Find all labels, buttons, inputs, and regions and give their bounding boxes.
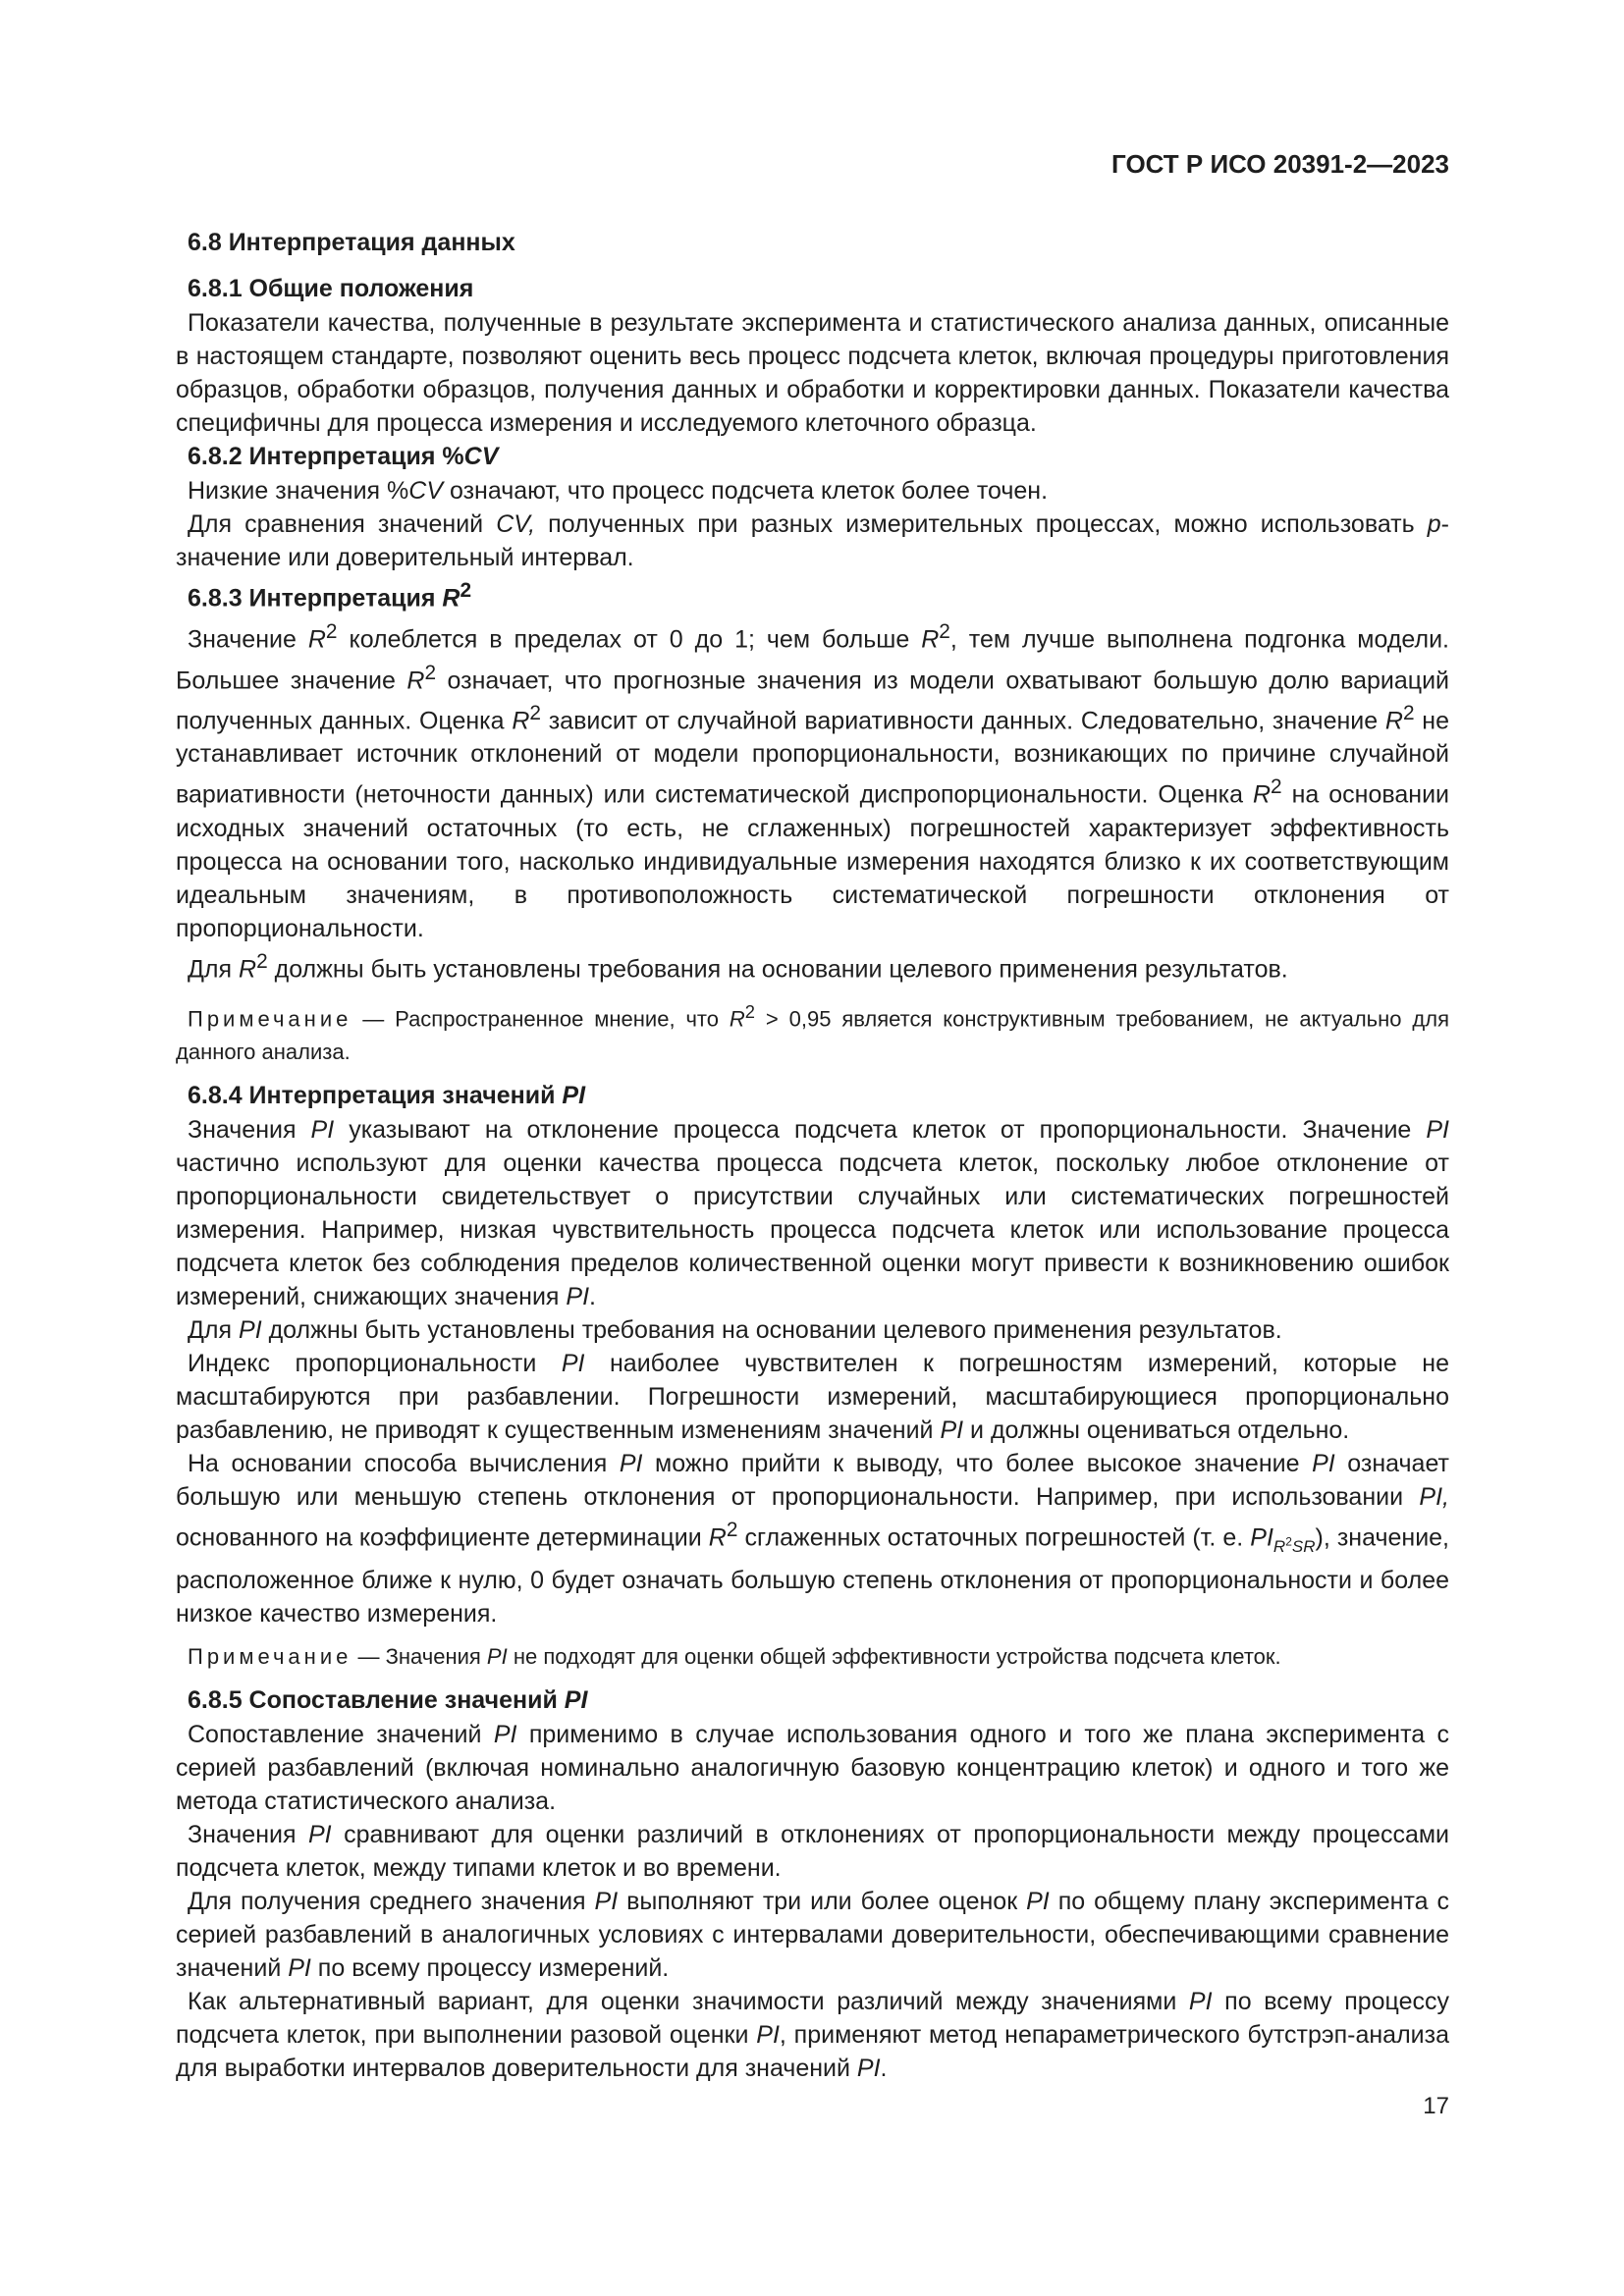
- paragraph-6-8-5-b: Значения PI сравнивают для оценки различий в отклонениях от пропорциональности между процессами подсчета клеток, между типами клеток и во времени.: [176, 1820, 1449, 1882]
- subsection-heading-6-8-4: 6.8.4 Интерпретация значений PI: [188, 1082, 586, 1110]
- paragraph-6-8-5-d: Как альтернативный вариант, для оценки значимости различий между значениями PI по всему процессу подсчета клеток, при выполнении разовой оценки PI, применяют метод непараметрического бутстрэп-анализа для выработки интервалов доверительности для значений PI.: [176, 1987, 1449, 2082]
- page-content: [176, 226, 1449, 2085]
- section-heading: 6.8 Интерпретация данных: [188, 229, 515, 256]
- paragraph-6-8-5-a: Сопоставление значений PI применимо в случае использования одного и того же плана эксперимента с серией разбавлений (включая номинально аналогичную базовую концентрацию клеток) и одного и того же метода статистического анализа.: [176, 1720, 1449, 1815]
- note-6-8-4: Примечание — Значения PI не подходят для оценки общей эффективности устройства подсчета клеток.: [188, 1643, 1281, 1669]
- paragraph-6-8-3-b: Для $R^2$ должны быть установлены требования на основании целевого применения результатов.: [188, 949, 1288, 983]
- paragraph-6-8-2-b: Для сравнения значений CV, полученных при разных измерительных процессах, можно использовать р-значение или доверительный интервал.: [176, 510, 1449, 571]
- page-number: 17: [1423, 2093, 1449, 2119]
- note-6-8-3: Примечание — Распространенное мнение, что $R^2 > 0,95$ является конструктивным требованием, не актуально для данного анализа.: [176, 1000, 1449, 1065]
- paragraph-6-8-1: Показатели качества, полученные в результате эксперимента и статистического анализа данных, описанные в настоящем стандарте, позволяют оценить весь процесс подсчета клеток, включая процедуры приготовления образцов, обработки образцов, получения данных и обработки и корректировки данных. Показатели качества специфичны для процесса измерения и исследуемого клеточного образца.: [176, 309, 1449, 437]
- standard-code-header: ГОСТ Р ИСО 20391-2—2023: [1111, 149, 1449, 179]
- paragraph-6-8-4-d: На основании способа вычисления PI можно прийти к выводу, что более высокое значение PI означает большую или меньшую степень отклонения от пропорциональности. Например, при использовании PI, основанного на коэффициенте детерминации $R^2$ сглаженных остаточных погрешностей (т. е. $PI_{R^2SR}$), значение, расположенное ближе к нулю, 0 будет означать большую степень отклонения от пропорциональности и более низкое качество измерения.: [176, 1450, 1450, 1628]
- subsection-heading-6-8-1: 6.8.1 Общие положения: [188, 275, 474, 302]
- note-label: Примечание: [188, 1006, 352, 1032]
- subsection-heading-6-8-3: 6.8.3 Интерпретация $R^2$: [188, 579, 472, 613]
- paragraph-6-8-5-c: Для получения среднего значения PI выполняют три или более оценок PI по общему плану эксперимента с серией разбавлений в аналогичных условиях с интервалами доверительности, обеспечивающими сравнение значений PI по всему процессу измерений.: [176, 1887, 1449, 1982]
- note-label: Примечание: [188, 1643, 352, 1669]
- subsection-heading-6-8-2: 6.8.2 Интерпретация %CV: [188, 443, 499, 470]
- paragraph-6-8-3-a: Значение $R^2$ колеблется в пределах от 0 до 1; чем больше $R^2$, тем лучше выполнена подгонка модели. Большее значение $R^2$ означает, что прогнозные значения из модели охватывают большую долю вариаций полученных данных. Оценка $R^2$ зависит от случайной вариативности данных. Следовательно, значение $R^2$ не устанавливает источник отклонений от модели пропорциональности, возникающих по причине случайной вариативности (неточности данных) или систематической диспропорциональности. Оценка $R^2$ на основании исходных значений остаточных (то есть, не сглаженных) погрешностей характеризует эффективность процесса на основании того, насколько индивидуальные измерения находятся близко к их соответствующим идеальным значениям, в противоположность систематической погрешности отклонения от пропорциональности.: [176, 620, 1450, 942]
- paragraph-6-8-2-a: Низкие значения %CV означают, что процесс подсчета клеток более точен.: [188, 477, 1049, 505]
- subsection-heading-6-8-5: 6.8.5 Сопоставление значений PI: [188, 1685, 588, 1714]
- paragraph-6-8-4-b: Для PI должны быть установлены требования на основании целевого применения результатов.: [188, 1316, 1282, 1345]
- paragraph-6-8-4-a: Значения PI указывают на отклонение процесса подсчета клеток от пропорциональности. Значение PI частично используют для оценки качества процесса подсчета клеток, поскольку любое отклонение от пропорциональности свидетельствует о присутствии случайных или систематических погрешностей измерения. Например, низкая чувствительность процесса подсчета клеток или использование процесса подсчета клеток без соблюдения пределов количественной оценки могут привести к возникновению ошибок измерений, снижающих значения PI.: [176, 1116, 1449, 1311]
- paragraph-6-8-4-c: Индекс пропорциональности PI наиболее чувствителен к погрешностям измерений, которые не масштабируются при разбавлении. Погрешности измерений, масштабирующиеся пропорционально разбавлению, не приводят к существенным изменениям значений PI и должны оцениваться отдельно.: [176, 1350, 1450, 1445]
